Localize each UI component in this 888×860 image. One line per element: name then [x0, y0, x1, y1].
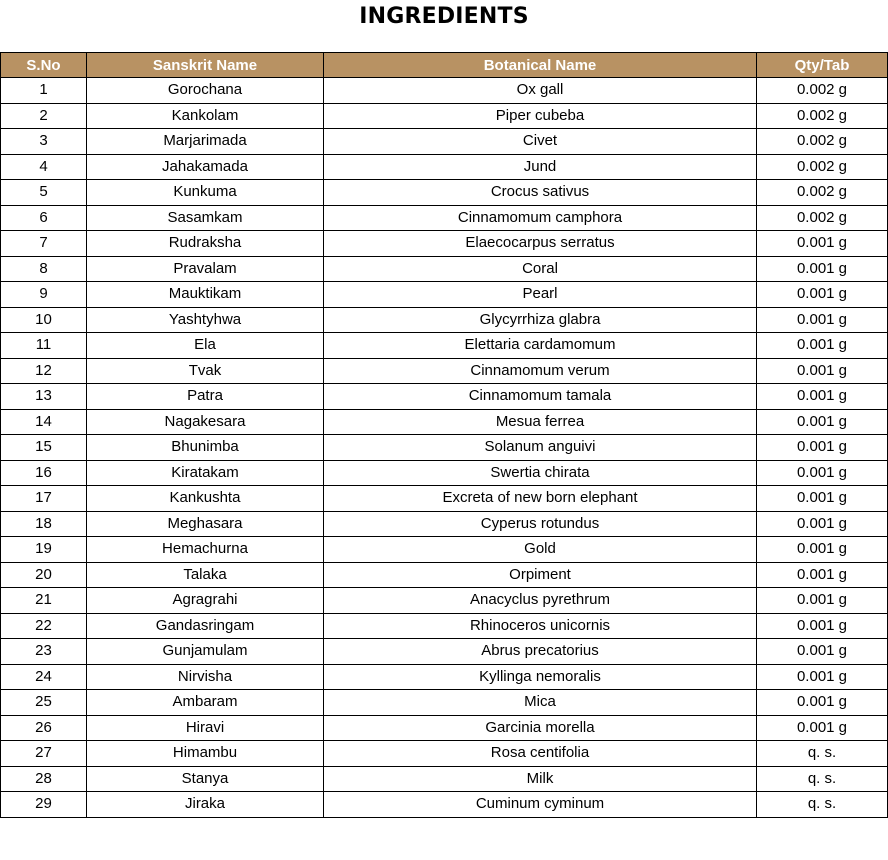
cell-sno: 22: [1, 613, 87, 639]
cell-botanical-name: Rhinoceros unicornis: [324, 613, 757, 639]
cell-sanskrit-name: Marjarimada: [87, 129, 324, 155]
cell-botanical-name: Rosa centifolia: [324, 741, 757, 767]
cell-sanskrit-name: Hiravi: [87, 715, 324, 741]
cell-sanskrit-name: Nirvisha: [87, 664, 324, 690]
cell-sno: 13: [1, 384, 87, 410]
cell-sno: 19: [1, 537, 87, 563]
cell-qty: 0.002 g: [757, 180, 888, 206]
cell-sanskrit-name: Nagakesara: [87, 409, 324, 435]
cell-sno: 21: [1, 588, 87, 614]
table-row: [1, 588, 888, 614]
table-row: [1, 460, 888, 486]
cell-qty: 0.001 g: [757, 460, 888, 486]
table-row: [1, 282, 888, 308]
table-row: [1, 358, 888, 384]
cell-botanical-name: Coral: [324, 256, 757, 282]
cell-qty: 0.001 g: [757, 307, 888, 333]
cell-sno: 17: [1, 486, 87, 512]
cell-qty: 0.001 g: [757, 231, 888, 257]
table-row: [1, 715, 888, 741]
cell-sno: 10: [1, 307, 87, 333]
cell-botanical-name: Jund: [324, 154, 757, 180]
cell-sanskrit-name: Hemachurna: [87, 537, 324, 563]
table-row: [1, 741, 888, 767]
cell-botanical-name: Cinnamomum tamala: [324, 384, 757, 410]
table-row: [1, 613, 888, 639]
cell-botanical-name: Civet: [324, 129, 757, 155]
header-sanskrit-name: Sanskrit Name: [87, 53, 324, 78]
cell-sno: 11: [1, 333, 87, 359]
table-body: [1, 78, 888, 818]
cell-sno: 18: [1, 511, 87, 537]
cell-sno: 7: [1, 231, 87, 257]
cell-qty: 0.001 g: [757, 715, 888, 741]
cell-sanskrit-name: Sasamkam: [87, 205, 324, 231]
cell-qty: q. s.: [757, 792, 888, 818]
table-row: [1, 486, 888, 512]
table-row: [1, 409, 888, 435]
cell-sno: 23: [1, 639, 87, 665]
cell-sanskrit-name: Yashtyhwa: [87, 307, 324, 333]
cell-qty: 0.001 g: [757, 537, 888, 563]
cell-sno: 5: [1, 180, 87, 206]
cell-sno: 9: [1, 282, 87, 308]
cell-botanical-name: Swertia chirata: [324, 460, 757, 486]
cell-sanskrit-name: Himambu: [87, 741, 324, 767]
cell-qty: 0.001 g: [757, 562, 888, 588]
cell-qty: 0.002 g: [757, 154, 888, 180]
table-row: [1, 562, 888, 588]
cell-botanical-name: Cinnamomum camphora: [324, 205, 757, 231]
cell-botanical-name: Kyllinga nemoralis: [324, 664, 757, 690]
cell-sanskrit-name: Kunkuma: [87, 180, 324, 206]
cell-qty: q. s.: [757, 766, 888, 792]
cell-qty: 0.001 g: [757, 333, 888, 359]
cell-sno: 3: [1, 129, 87, 155]
cell-sanskrit-name: Bhunimba: [87, 435, 324, 461]
table-row: [1, 664, 888, 690]
table-row: [1, 307, 888, 333]
cell-qty: q. s.: [757, 741, 888, 767]
cell-qty: 0.002 g: [757, 78, 888, 104]
cell-botanical-name: Piper cubeba: [324, 103, 757, 129]
cell-qty: 0.001 g: [757, 511, 888, 537]
cell-botanical-name: Ox gall: [324, 78, 757, 104]
page-title: INGREDIENTS: [359, 4, 529, 29]
table-header-row: [1, 53, 888, 78]
cell-sno: 12: [1, 358, 87, 384]
cell-qty: 0.002 g: [757, 129, 888, 155]
table-row: [1, 639, 888, 665]
cell-sno: 24: [1, 664, 87, 690]
table-row: [1, 766, 888, 792]
cell-sanskrit-name: Pravalam: [87, 256, 324, 282]
cell-sno: 27: [1, 741, 87, 767]
cell-sno: 29: [1, 792, 87, 818]
cell-sno: 15: [1, 435, 87, 461]
cell-qty: 0.001 g: [757, 664, 888, 690]
cell-sno: 26: [1, 715, 87, 741]
table-row: [1, 537, 888, 563]
cell-botanical-name: Solanum anguivi: [324, 435, 757, 461]
cell-botanical-name: Anacyclus pyrethrum: [324, 588, 757, 614]
cell-sanskrit-name: Talaka: [87, 562, 324, 588]
cell-qty: 0.001 g: [757, 384, 888, 410]
cell-sanskrit-name: Kankolam: [87, 103, 324, 129]
cell-sno: 14: [1, 409, 87, 435]
cell-botanical-name: Excreta of new born elephant: [324, 486, 757, 512]
table-row: [1, 231, 888, 257]
cell-botanical-name: Cuminum cyminum: [324, 792, 757, 818]
cell-botanical-name: Cinnamomum verum: [324, 358, 757, 384]
cell-sanskrit-name: Tvak: [87, 358, 324, 384]
cell-qty: 0.001 g: [757, 639, 888, 665]
cell-botanical-name: Elettaria cardamomum: [324, 333, 757, 359]
header-sno: S.No: [1, 53, 87, 78]
cell-qty: 0.001 g: [757, 409, 888, 435]
cell-sno: 2: [1, 103, 87, 129]
table-row: [1, 129, 888, 155]
table-row: [1, 205, 888, 231]
table-row: [1, 103, 888, 129]
table-row: [1, 180, 888, 206]
cell-sanskrit-name: Mauktikam: [87, 282, 324, 308]
cell-sanskrit-name: Gandasringam: [87, 613, 324, 639]
table-row: [1, 256, 888, 282]
cell-qty: 0.002 g: [757, 205, 888, 231]
table-row: [1, 78, 888, 104]
cell-qty: 0.001 g: [757, 588, 888, 614]
cell-sanskrit-name: Rudraksha: [87, 231, 324, 257]
cell-sno: 1: [1, 78, 87, 104]
cell-sanskrit-name: Gorochana: [87, 78, 324, 104]
cell-qty: 0.001 g: [757, 358, 888, 384]
table-row: [1, 435, 888, 461]
cell-botanical-name: Cyperus rotundus: [324, 511, 757, 537]
cell-botanical-name: Pearl: [324, 282, 757, 308]
cell-sanskrit-name: Jahakamada: [87, 154, 324, 180]
cell-sno: 6: [1, 205, 87, 231]
table-row: [1, 384, 888, 410]
cell-sanskrit-name: Meghasara: [87, 511, 324, 537]
table-row: [1, 690, 888, 716]
table-row: [1, 333, 888, 359]
cell-botanical-name: Glycyrrhiza glabra: [324, 307, 757, 333]
cell-sanskrit-name: Stanya: [87, 766, 324, 792]
header-botanical-name: Botanical Name: [324, 53, 757, 78]
cell-sanskrit-name: Ela: [87, 333, 324, 359]
cell-sno: 16: [1, 460, 87, 486]
cell-sanskrit-name: Jiraka: [87, 792, 324, 818]
cell-sno: 8: [1, 256, 87, 282]
cell-botanical-name: Milk: [324, 766, 757, 792]
cell-sno: 25: [1, 690, 87, 716]
cell-sanskrit-name: Patra: [87, 384, 324, 410]
cell-qty: 0.001 g: [757, 613, 888, 639]
cell-sno: 4: [1, 154, 87, 180]
cell-botanical-name: Mica: [324, 690, 757, 716]
cell-qty: 0.002 g: [757, 103, 888, 129]
cell-botanical-name: Elaecocarpus serratus: [324, 231, 757, 257]
cell-sanskrit-name: Kankushta: [87, 486, 324, 512]
cell-botanical-name: Gold: [324, 537, 757, 563]
table-row: [1, 154, 888, 180]
cell-sanskrit-name: Ambaram: [87, 690, 324, 716]
cell-botanical-name: Orpiment: [324, 562, 757, 588]
ingredients-table: [0, 52, 888, 818]
cell-qty: 0.001 g: [757, 690, 888, 716]
table-row: [1, 511, 888, 537]
table-row: [1, 792, 888, 818]
cell-botanical-name: Crocus sativus: [324, 180, 757, 206]
cell-botanical-name: Mesua ferrea: [324, 409, 757, 435]
cell-qty: 0.001 g: [757, 282, 888, 308]
header-qty-per-tab: Qty/Tab: [757, 53, 888, 78]
cell-sanskrit-name: Agragrahi: [87, 588, 324, 614]
cell-qty: 0.001 g: [757, 435, 888, 461]
cell-sanskrit-name: Kiratakam: [87, 460, 324, 486]
cell-sno: 28: [1, 766, 87, 792]
cell-sno: 20: [1, 562, 87, 588]
cell-sanskrit-name: Gunjamulam: [87, 639, 324, 665]
cell-qty: 0.001 g: [757, 256, 888, 282]
cell-qty: 0.001 g: [757, 486, 888, 512]
cell-botanical-name: Abrus precatorius: [324, 639, 757, 665]
cell-botanical-name: Garcinia morella: [324, 715, 757, 741]
